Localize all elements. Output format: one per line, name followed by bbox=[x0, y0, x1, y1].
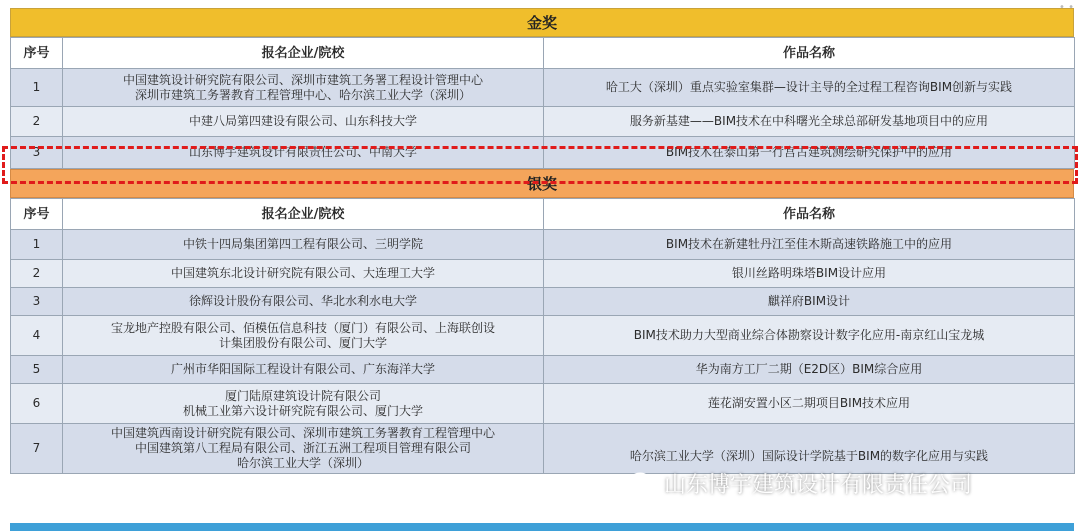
award-sheet bbox=[10, 8, 1074, 474]
organization-line: 中国建筑第八工程局有限公司、浙江五洲工程项目管理有限公司 bbox=[134, 441, 471, 455]
header-work-title: 作品名称 bbox=[544, 38, 1075, 69]
organization-line: 中建八局第四建设有限公司、山东科技大学 bbox=[188, 114, 417, 128]
organization-cell bbox=[63, 356, 544, 384]
organization-line: 计集团股份有限公司、厦门大学 bbox=[218, 335, 387, 350]
row-number: 6 bbox=[11, 384, 63, 424]
work-title-line: 华为南方工厂二期（E2D区）BIM综合应用 bbox=[695, 362, 923, 376]
gold-award-table bbox=[10, 37, 1075, 169]
organization-line: 机械工业第六设计研究院有限公司、厦门大学 bbox=[182, 403, 423, 418]
row-number: 2 bbox=[11, 107, 63, 137]
header-work-title: 作品名称 bbox=[544, 199, 1075, 230]
header-organization: 报名企业/院校 bbox=[63, 199, 544, 230]
organization-line: 厦门陆原建筑设计院有限公司 bbox=[224, 388, 381, 403]
row-number: 2 bbox=[11, 260, 63, 288]
silver-table-row bbox=[11, 384, 1075, 424]
organization-line: 宝龙地产控股有限公司、佰模伍信息科技（厦门）有限公司、上海联创设 bbox=[110, 320, 495, 335]
work-title-cell bbox=[544, 137, 1075, 169]
work-title-cell bbox=[544, 356, 1075, 384]
silver-table-row bbox=[11, 356, 1075, 384]
organization-line: 徐辉设计股份有限公司、华北水利水电大学 bbox=[188, 294, 417, 308]
work-title-line: 服务新基建——BIM技术在中科曙光全球总部研发基地项目中的应用 bbox=[629, 114, 989, 128]
organization-line: 中国建筑设计研究院有限公司、深圳市建筑工务署工程设计管理中心 bbox=[122, 72, 483, 87]
gold-header-row bbox=[11, 38, 1075, 69]
work-title-line: 莲花湖安置小区二期项目BIM技术应用 bbox=[707, 396, 911, 410]
row-number: 3 bbox=[11, 288, 63, 316]
row-number: 1 bbox=[11, 230, 63, 260]
header-number: 序号 bbox=[11, 38, 63, 69]
silver-table-row bbox=[11, 230, 1075, 260]
row-number: 4 bbox=[11, 316, 63, 356]
work-title-cell bbox=[544, 230, 1075, 260]
bottom-bar bbox=[10, 523, 1074, 531]
organization-line: 山东博宇建筑设计有限责任公司、中南大学 bbox=[188, 145, 417, 159]
wechat-icon bbox=[628, 471, 658, 497]
work-title-cell bbox=[544, 288, 1075, 316]
organization-line: 中铁十四局集团第四工程有限公司、三明学院 bbox=[182, 237, 423, 251]
gold-table-row bbox=[11, 107, 1075, 137]
work-title-line bbox=[548, 434, 1070, 449]
organization-line: 哈尔滨工业大学（深圳） bbox=[236, 456, 369, 470]
organization-cell bbox=[63, 260, 544, 288]
organization-cell bbox=[63, 424, 544, 474]
gold-table-row bbox=[11, 137, 1075, 169]
silver-table-row bbox=[11, 260, 1075, 288]
work-title-cell bbox=[544, 69, 1075, 107]
gold-table-row bbox=[11, 69, 1075, 107]
work-title-line: BIM技术在新建牡丹江至佳木斯高速铁路施工中的应用 bbox=[665, 237, 953, 251]
watermark bbox=[628, 468, 972, 499]
work-title-line: 哈尔滨工业大学（深圳）国际设计学院基于BIM的数字化应用与实践 bbox=[629, 448, 989, 463]
row-number: 3 bbox=[11, 137, 63, 169]
row-number: 1 bbox=[11, 69, 63, 107]
work-title-cell bbox=[544, 107, 1075, 137]
organization-line: 广州市华阳国际工程设计有限公司、广东海洋大学 bbox=[170, 362, 435, 376]
organization-line: 深圳市建筑工务署教育工程管理中心、哈尔滨工业大学（深圳） bbox=[134, 87, 471, 102]
organization-cell bbox=[63, 316, 544, 356]
row-number: 5 bbox=[11, 356, 63, 384]
work-title-line: 麒祥府BIM设计 bbox=[767, 294, 851, 308]
silver-award-title: 银奖 bbox=[10, 169, 1074, 198]
organization-cell bbox=[63, 107, 544, 137]
row-number: 7 bbox=[11, 424, 63, 474]
organization-cell bbox=[63, 69, 544, 107]
watermark-text: 山东博宇建筑设计有限责任公司 bbox=[664, 473, 973, 498]
silver-table-row bbox=[11, 316, 1075, 356]
silver-award-table bbox=[10, 198, 1075, 474]
header-number: 序号 bbox=[11, 199, 63, 230]
work-title-line: BIM技术助力大型商业综合体勘察设计数字化应用-南京红山宝龙城 bbox=[633, 328, 985, 342]
organization-cell bbox=[63, 384, 544, 424]
work-title-line: 银川丝路明珠塔BIM设计应用 bbox=[731, 266, 887, 280]
work-title-line: 哈工大（深圳）重点实验室集群—设计主导的全过程工程咨询BIM创新与实践 bbox=[605, 80, 1013, 94]
silver-table-row bbox=[11, 424, 1075, 474]
work-title-cell bbox=[544, 316, 1075, 356]
work-title-cell bbox=[544, 384, 1075, 424]
silver-table-row bbox=[11, 288, 1075, 316]
organization-line: 中国建筑西南设计研究院有限公司、深圳市建筑工务署教育工程管理中心 bbox=[110, 426, 495, 440]
work-title-line: BIM技术在泰山第一行宫古建筑测绘研究保护中的应用 bbox=[665, 145, 953, 159]
work-title-cell bbox=[544, 424, 1075, 474]
organization-cell bbox=[63, 288, 544, 316]
header-organization: 报名企业/院校 bbox=[63, 38, 544, 69]
organization-cell bbox=[63, 230, 544, 260]
silver-header-row bbox=[11, 199, 1075, 230]
gold-award-title: 金奖 bbox=[10, 8, 1074, 37]
organization-line: 中国建筑东北设计研究院有限公司、大连理工大学 bbox=[170, 266, 435, 280]
organization-cell bbox=[63, 137, 544, 169]
work-title-cell bbox=[544, 260, 1075, 288]
